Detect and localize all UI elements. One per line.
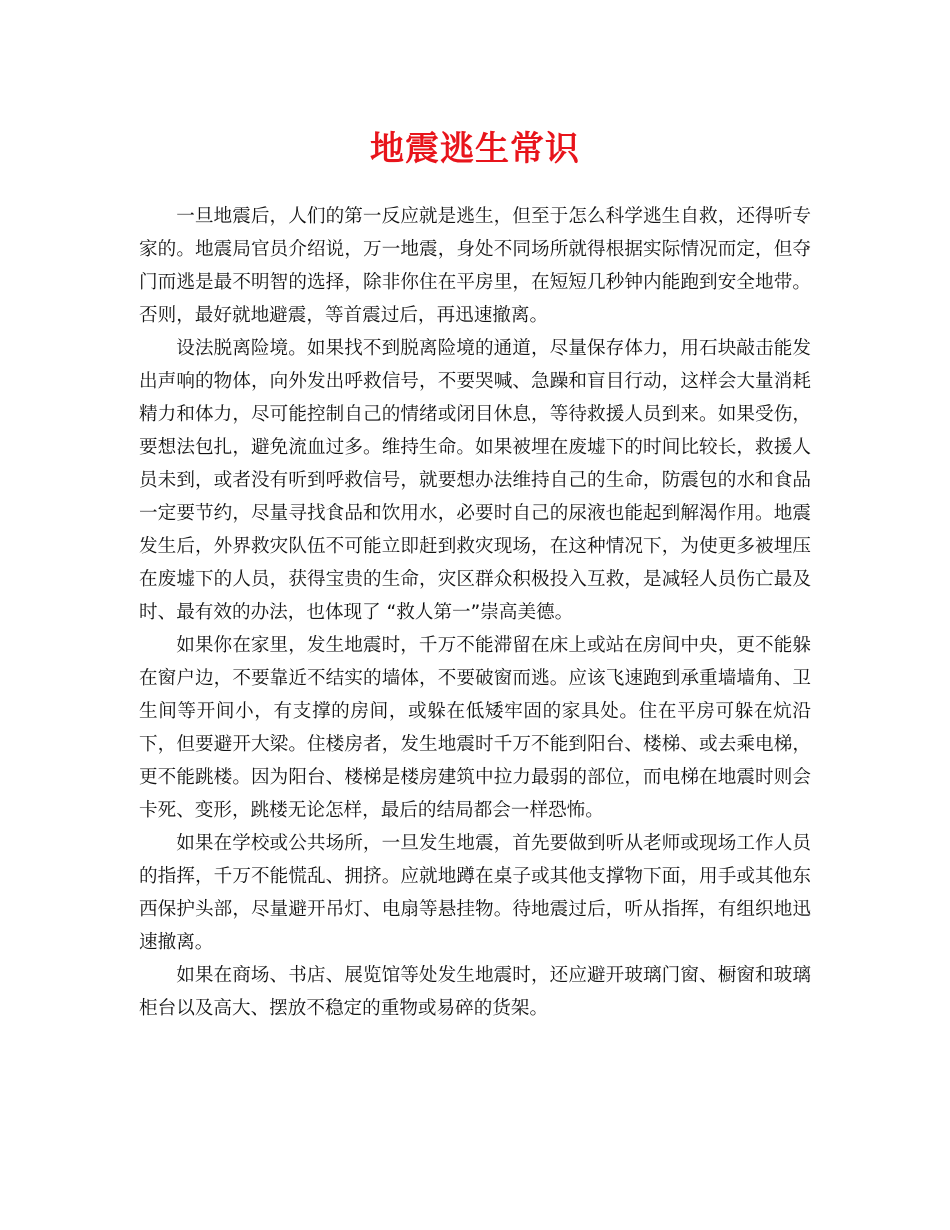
paragraph-escape-danger: 设法脱离险境。如果找不到脱离险境的通道，尽量保存体力，用石块敲击能发出声响的物体，向外发出呼救信号，不要哭喊、急躁和盲目行动，这样会大量消耗精力和体力，尽可能控制自己的情绪或闭目休息，等待救援人员到来。如果受伤，要想法包扎，避免流血过多。维持生命。如果被埋在废墟下的时间比较长，救援人员未到，或者没有听到呼救信号，就要想办法维持自己的生命，防震包的水和食品一定要节约，尽量寻找食品和饮用水，必要时自己的尿液也能起到解渴作用。地震发生后，外界救灾队伍不可能立即赶到救灾现场，在这种情况下，为使更多被埋压在废墟下的人员，获得宝贵的生命，灾区群众积极投入互救，是减轻人员伤亡最及时、最有效的办法，也体现了 “救人第一”崇高美德。	[139, 338, 811, 623]
paragraph-mall-store: 如果在商场、书店、展览馆等处发生地震时，还应避开玻璃门窗、橱窗和玻璃柜台以及高大、摆放不稳定的重物或易碎的货架。	[139, 965, 811, 1019]
document-body	[139, 200, 811, 1025]
paragraph-school-public: 如果在学校或公共场所，一旦发生地震，首先要做到听从老师或现场工作人员的指挥，千万不能慌乱、拥挤。应就地蹲在桌子或其他支撑物下面，用手或其他东西保护头部，尽量避开吊灯、电扇等悬挂物。待地震过后，听从指挥，有组织地迅速撤离。	[139, 833, 811, 953]
paragraph-at-home: 如果你在家里，发生地震时，千万不能滞留在床上或站在房间中央，更不能躲在窗户边，不要靠近不结实的墙体，不要破窗而逃。应该飞速跑到承重墙墙角、卫生间等开间小，有支撑的房间，或躲在低矮牢固的家具处。住在平房可躲在炕沿下，但要避开大梁。住楼房者，发生地震时千万不能到阳台、楼梯、或去乘电梯，更不能跳楼。因为阳台、楼梯是楼房建筑中拉力最弱的部位，而电梯在地震时则会卡死、变形，跳楼无论怎样，最后的结局都会一样恐怖。	[139, 635, 811, 821]
document-title: 地震逃生常识	[370, 129, 580, 169]
paragraph-intro: 一旦地震后，人们的第一反应就是逃生，但至于怎么科学逃生自救，还得听专家的。地震局官员介绍说，万一地震，身处不同场所就得根据实际情况而定，但夺门而逃是最不明智的选择，除非你住在平房里，在短短几秒钟内能跑到安全地带。否则，最好就地避震，等首震过后，再迅速撤离。	[139, 206, 811, 326]
